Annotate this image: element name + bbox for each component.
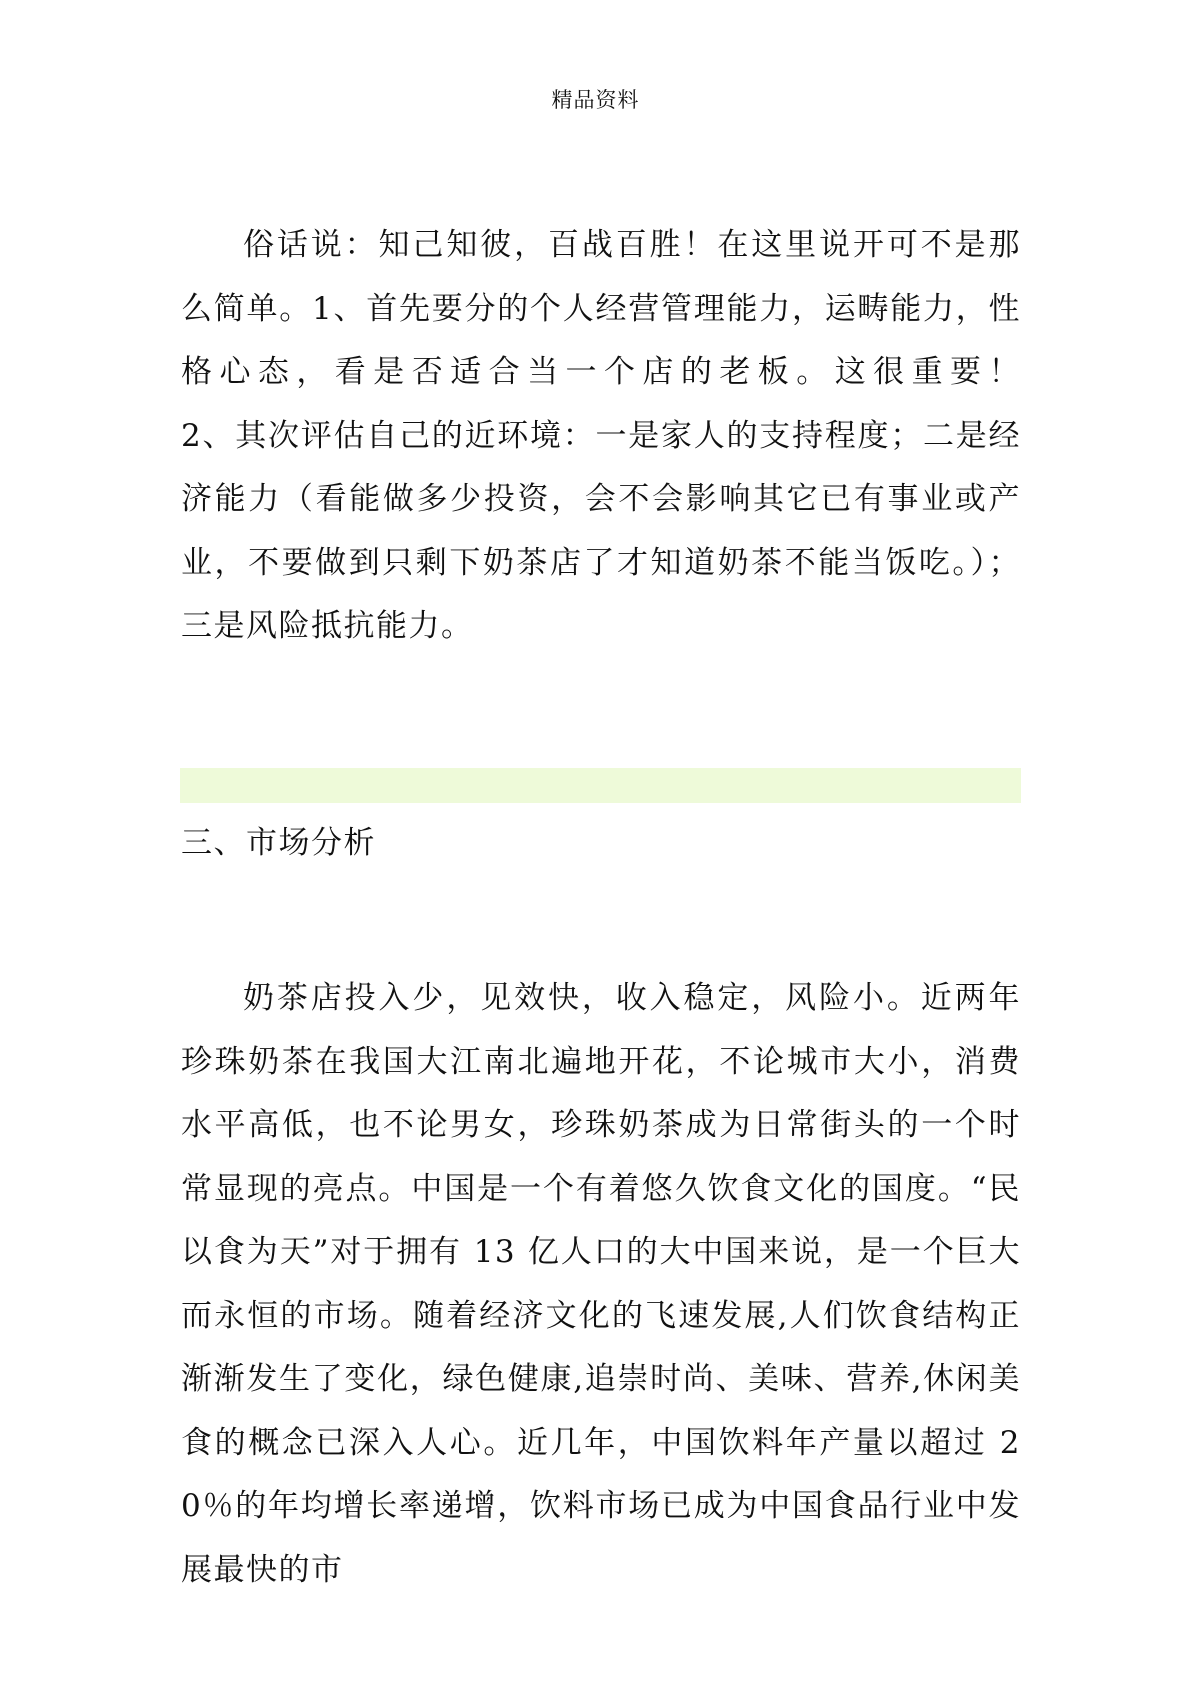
page-header: 精品资料 bbox=[551, 88, 640, 112]
paragraph-self-assessment: 俗话说：知己知彼，百战百胜！在这里说开可不是那么简单。1、首先要分的个人经营管理能力，运畴能力，性格心态，看是否适合当一个店的老板。这很重要！ 2、其次评估自己的近环境：一是家人的支持程度；二是经济能力（看能做多少投资，会不会影响其它已有事业或产业，不要做到只剩下奶茶店了才知道奶茶不能当饭吃。）；三是风险抵抗能力。 bbox=[181, 227, 1098, 644]
highlight-band bbox=[180, 768, 1021, 803]
section-heading-market-analysis: 三、市场分析 bbox=[181, 825, 376, 861]
paragraph-market-analysis: 奶茶店投入少，见效快，收入稳定，风险小。近两年珍珠奶茶在我国大江南北遍地开花，不论城市大小，消费水平高低，也不论男女，珍珠奶茶成为日常街头的一个时常显现的亮点。中国是一个有着悠久饮食文化的国度。“民以食为天”对于拥有 13 亿人口的大中国来说，是一个巨大而永恒的市场。随着经济文化的飞速发展,人们饮食结构正渐渐发生了变化，绿色健康,追崇时尚、美味、营养,休闲美食的概念已深入人心。近几年，中国饮料年产量以超过 20％的年均增长率递增，饮料市场已成为中国食品行业中发展最快的市 bbox=[181, 980, 1021, 1588]
